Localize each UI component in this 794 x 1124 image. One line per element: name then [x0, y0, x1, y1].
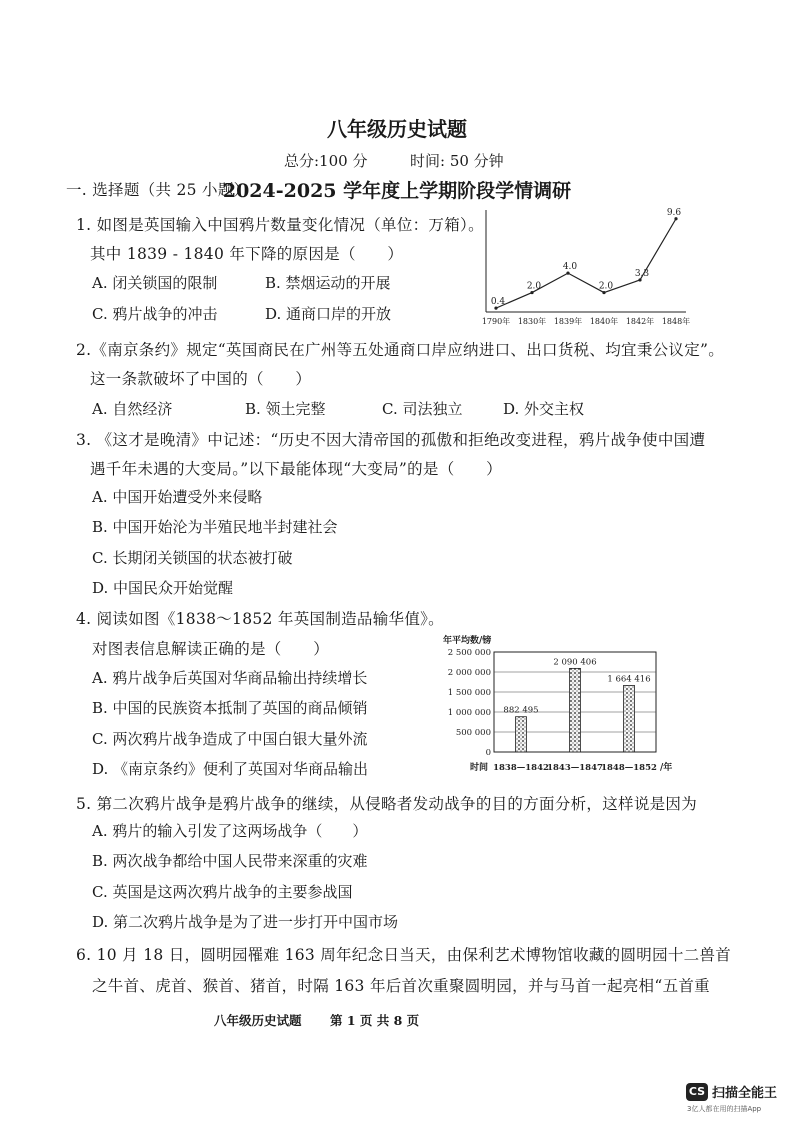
question-text: 4. 阅读如图《1838～1852 年英国制造品输华值》。 — [76, 610, 444, 628]
y-tick-label: 1 000 000 — [447, 708, 491, 718]
option: C. 英国是这两次鸦片战争的主要参战国 — [92, 883, 353, 901]
option: B. 禁烟运动的开展 — [265, 274, 391, 292]
time-info: 时间: 50 分钟 — [410, 152, 504, 170]
bar — [624, 685, 635, 752]
data-label: 4.0 — [562, 262, 578, 273]
x-tick-label: 1830年 — [517, 317, 547, 326]
x-tick-label: 1843—1847 — [547, 763, 603, 773]
x-tick-label: 1848—1852 — [601, 763, 657, 773]
scanner-logo: CS — [686, 1083, 708, 1101]
scanner-slogan: 3亿人都在用的扫描App — [687, 1105, 762, 1113]
bar — [516, 717, 527, 752]
series-line — [496, 219, 676, 308]
exam-title: 2024-2025 学年度上学期阶段学情调研 — [222, 180, 572, 202]
option: C. 长期闭关锁国的状态被打破 — [92, 549, 293, 567]
y-tick-label: 500 000 — [455, 728, 491, 738]
y-tick-label: 2 000 000 — [447, 668, 491, 678]
bar-value-label: 1 664 416 — [607, 674, 651, 685]
section-heading: 一. 选择题（共 25 小题） — [66, 181, 250, 199]
y-tick-label: 0 — [485, 748, 491, 758]
x-tick-label: 1840年 — [589, 317, 619, 326]
data-label: 2.0 — [598, 281, 614, 292]
manufactures-bar-chart — [438, 632, 678, 777]
option: B. 中国开始沦为半殖民地半封建社会 — [92, 518, 338, 536]
bar-value-label: 2 090 406 — [553, 657, 597, 668]
x-tick-label: 1790年 — [481, 317, 511, 326]
x-tick-label: 1842年 — [625, 317, 655, 326]
data-label: 0.4 — [490, 297, 506, 308]
footer-name: 八年级历史试题 — [214, 1013, 302, 1028]
score-info: 总分:100 分 — [284, 152, 368, 170]
chart-xlabel-suffix: /年 — [660, 763, 673, 773]
chart-ylabel: 年平均数/镑 — [443, 636, 492, 646]
question-text: 3. 《这才是晚清》中记述：“历史不因大清帝国的孤傲和拒绝改变进程，鸦片战争使中国遭 — [76, 431, 706, 449]
data-label: 2.0 — [526, 281, 542, 292]
question-text: 6. 10 月 18 日，圆明园罹难 163 周年纪念日当天，由保利艺术博物馆收藏的圆明园十二兽首 — [76, 946, 732, 964]
exam-subtitle: 八年级历史试题 — [327, 117, 467, 141]
question-text: 之牛首、虎首、猴首、猪首，时隔 163 年后首次重聚圆明园，并与马首一起亮相“五首重 — [92, 977, 710, 995]
x-tick-label: 1848年 — [661, 317, 690, 326]
footer-page: 第 1 页 共 8 页 — [330, 1013, 420, 1028]
option: D. 《南京条约》便利了英国对华商品输出 — [92, 760, 369, 778]
option: A. 鸦片战争后英国对华商品输出持续增长 — [92, 669, 368, 687]
x-tick-label: 1839年 — [553, 317, 583, 326]
option: D. 中国民众开始觉醒 — [92, 579, 234, 597]
option: A. 中国开始遭受外来侵略 — [92, 488, 263, 506]
opium-import-line-chart — [480, 208, 690, 328]
option: C. 司法独立 — [382, 400, 463, 418]
option: D. 第二次鸦片战争是为了进一步打开中国市场 — [92, 913, 399, 931]
option: A. 闭关锁国的限制 — [92, 274, 218, 292]
data-label: 9.6 — [666, 208, 682, 218]
option: A. 鸦片的输入引发了这两场战争（ ） — [92, 822, 368, 840]
option: C. 两次鸦片战争造成了中国白银大量外流 — [92, 730, 368, 748]
question-text: 对图表信息解读正确的是（ ） — [92, 640, 330, 658]
option: B. 中国的民族资本抵制了英国的商品倾销 — [92, 699, 368, 717]
bar — [570, 668, 581, 752]
question-text: 这一条款破坏了中国的（ ） — [90, 370, 312, 388]
y-tick-label: 1 500 000 — [447, 688, 491, 698]
question-text: 2.《南京条约》规定“英国商民在广州等五处通商口岸应纳进口、出口货税、均宜秉公议定”。 — [76, 341, 725, 359]
option: B. 两次战争都给中国人民带来深重的灾难 — [92, 852, 368, 870]
option: A. 自然经济 — [92, 400, 173, 418]
question-text: 1. 如图是英国输入中国鸦片数量变化情况（单位：万箱）。 — [76, 216, 484, 234]
chart-xlabel-prefix: 时间 — [470, 763, 489, 773]
option: D. 通商口岸的开放 — [265, 305, 392, 323]
option: D. 外交主权 — [503, 400, 585, 418]
x-tick-label: 1838—1842 — [493, 763, 549, 773]
question-text: 其中 1839 - 1840 年下降的原因是（ ） — [90, 245, 404, 263]
question-text: 遇千年未遇的大变局。”以下最能体现“大变局”的是（ ） — [90, 460, 502, 478]
y-tick-label: 2 500 000 — [447, 648, 491, 658]
bar-value-label: 882 495 — [503, 705, 539, 716]
scanner-brand: 扫描全能王 — [712, 1086, 778, 1101]
data-label: 3.3 — [634, 268, 650, 279]
question-text: 5. 第二次鸦片战争是鸦片战争的继续，从侵略者发动战争的目的方面分析，这样说是因为 — [76, 795, 698, 813]
option: C. 鸦片战争的冲击 — [92, 305, 218, 323]
option: B. 领土完整 — [245, 400, 326, 418]
